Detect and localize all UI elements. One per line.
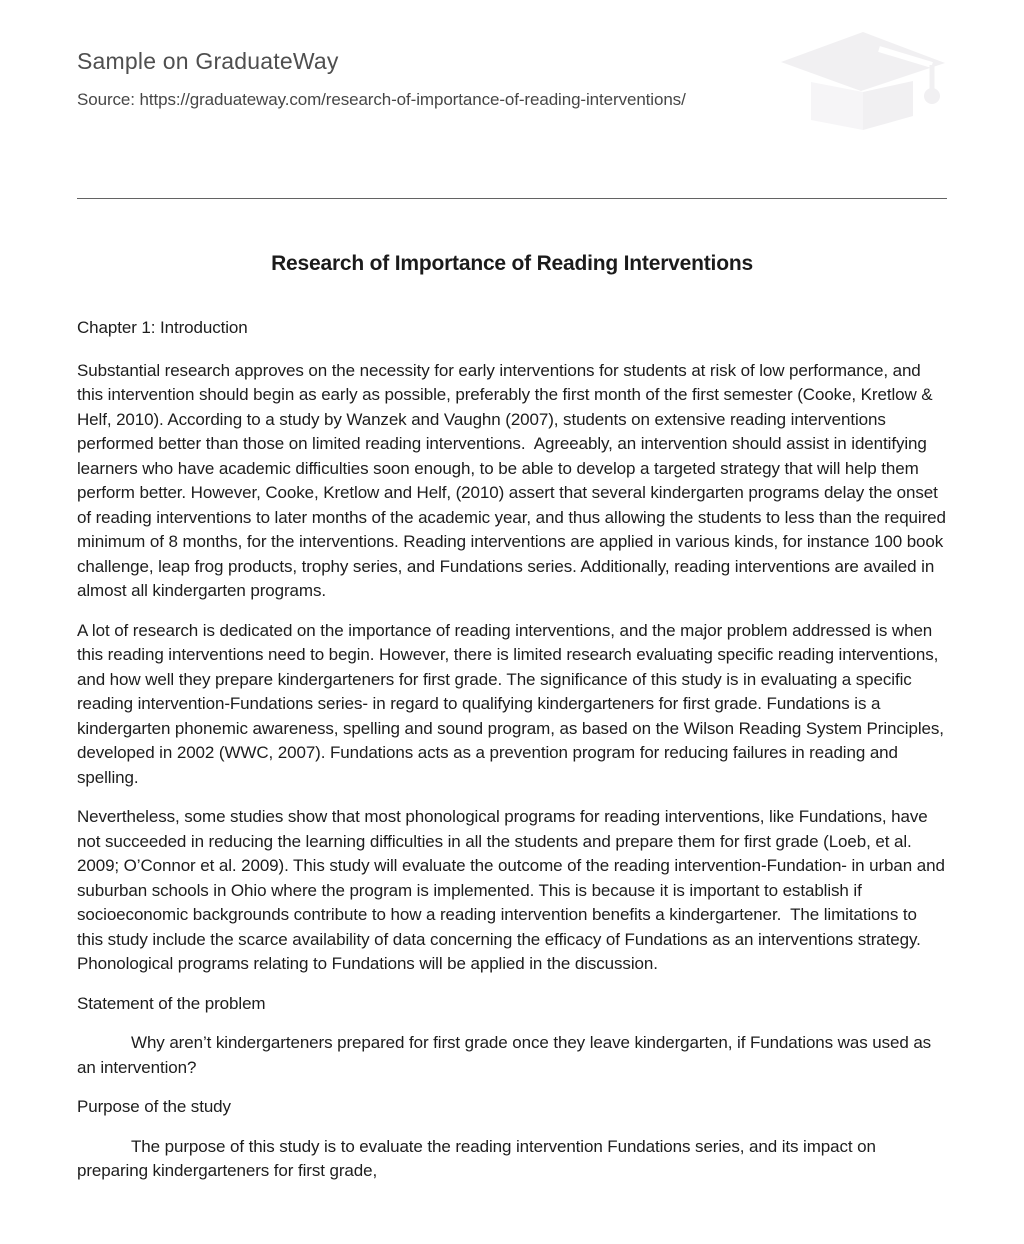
site-label: Sample on GraduateWay — [77, 48, 339, 74]
section-heading-purpose-of-study: Purpose of the study — [77, 1097, 231, 1116]
paragraph-problem-statement: Why aren’t kindergarteners prepared for first grade once they leave kindergarten, if Fundations was used as an intervention? — [77, 1033, 936, 1077]
paragraph-introduction-1: Substantial research approves on the necessity for early interventions for students at risk of low performance, and this intervention should begin as early as possible, preferably the first month of the first semester (Cooke, Kretlow & Helf, 2010). According to a study by Wanzek and Vaughn (2007), students on extensive reading interventions performed better than those on limited reading interventions. Agreeably, an intervention should assist in identifying learners who have academic difficulties soon enough, to be able to develop a targeted strategy that will help them perform better. However, Cooke, Kretlow and Helf, (2010) assert that several kindergarten programs delay the onset of reading interventions to later months of the academic year, and thus allowing the students to less than the required minimum of 8 months, for the interventions. Reading interventions are applied in various kinds, for instance 100 book challenge, leap frog products, trophy series, and Fundations series. Additionally, reading interventions are availed in almost all kindergarten programs. — [77, 360, 951, 600]
source-url-link[interactable]: https://graduateway.com/research-of-importance-of-reading-interventions/ — [139, 90, 686, 109]
header — [77, 0, 947, 155]
paragraph-purpose: The purpose of this study is to evaluate the reading intervention Fundations series, and its impact on preparing kindergarteners for first grade, — [77, 1136, 881, 1180]
section-heading-chapter-1: Chapter 1: Introduction — [77, 318, 248, 337]
section-heading-statement-of-problem: Statement of the problem — [77, 993, 266, 1013]
source-label: Source: — [77, 90, 135, 109]
paragraph-introduction-3: Nevertheless, some studies show that most phonological programs for reading interventions, like Fundations, have not succeeded in reducing the learning difficulties in all the students and prepare them for first grade (Loeb, et al. 2009; O’Connor et al. 2009). This study will evaluate the outcome of the reading intervention-Fundation- in urban and suburban schools in Ohio where the program is implemented. This is because it is important to establish if socioeconomic backgrounds contribute to how a reading intervention benefits a kindergartener. The limitations to this study include the scarce availability of data concerning the efficacy of Fundations as an interventions strategy. Phonological programs relating to Fundations will be applied in the discussion. — [77, 807, 950, 973]
document-page — [77, 0, 951, 1224]
paragraph-introduction-2: A lot of research is dedicated on the importance of reading interventions, and the major problem addressed is when this reading interventions need to begin. However, there is limited research evaluating specific reading interventions, and how well they prepare kindergarteners for first grade. The significance of this study is in evaluating a specific reading intervention-Fundations series- in regard to qualifying kindergarteners for first grade. Fundations is a kindergarten phonemic awareness, spelling and sound program, as based on the Wilson Reading System Principles, developed in 2002 (WWC, 2007). Fundations acts as a prevention program for reducing failures in reading and spelling. — [77, 620, 949, 787]
header-divider — [77, 198, 947, 199]
essay-title: Research of Importance of Reading Interventions — [271, 252, 753, 275]
essay-content — [77, 252, 951, 1184]
graduation-cap-icon — [779, 28, 947, 136]
